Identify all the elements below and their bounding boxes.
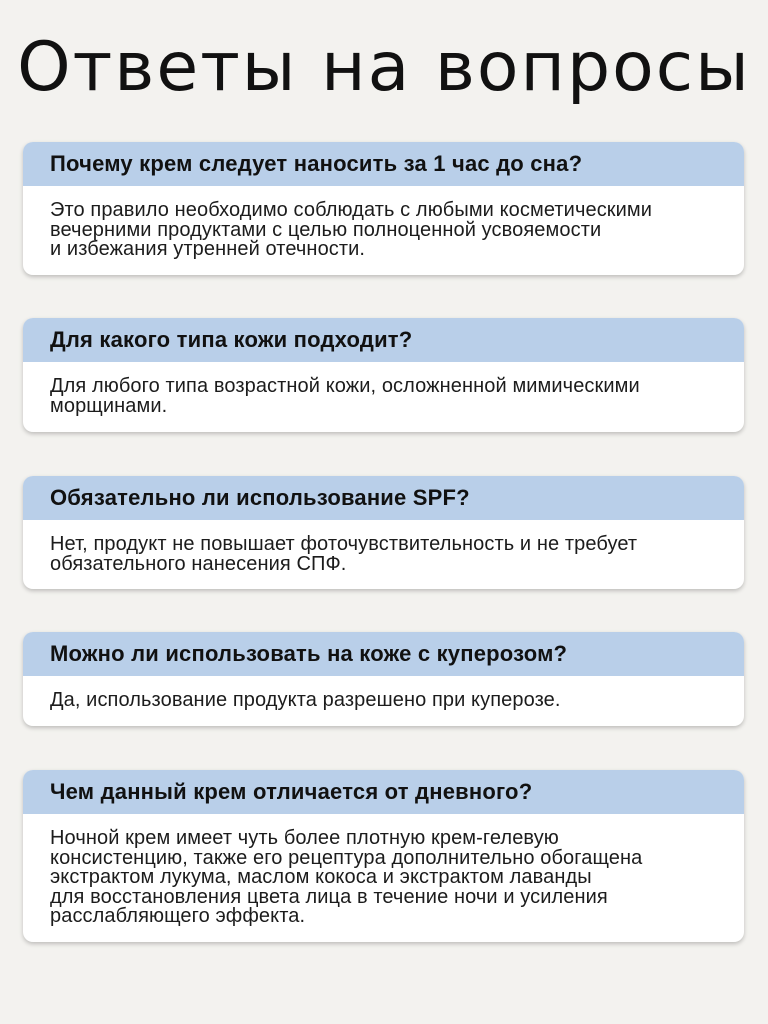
faq-answer	[23, 362, 744, 416]
faq-answer-line: Нет, продукт не повышает фоточувствительность и не требует	[50, 533, 638, 555]
page-title: Ответы на вопросы	[17, 28, 751, 107]
faq-card-day-vs-night	[23, 770, 744, 942]
faq-answer-line: и избежания утренней отечности.	[50, 238, 366, 260]
faq-card-couperose	[23, 632, 744, 726]
faq-answer-line: Это правило необходимо соблюдать с любыми косметическими	[50, 199, 653, 221]
faq-answer-line: консистенцию, также его рецептура дополнительно обогащена	[50, 846, 643, 869]
faq-question: Для какого типа кожи подходит?	[23, 318, 744, 362]
faq-answer	[23, 814, 744, 927]
faq-question: Чем данный крем отличается от дневного?	[23, 770, 744, 814]
faq-answer-line: Для любого типа возрастной кожи, осложненной мимическими	[50, 375, 640, 397]
faq-answer-line: морщинами.	[50, 394, 168, 417]
faq-answer	[23, 186, 744, 260]
faq-answer	[23, 520, 744, 574]
faq-answer-line: вечерними продуктами с целью полноценной усвояемости	[50, 218, 602, 241]
faq-answer-line: экстрактом лукума, маслом кокоса и экстрактом лаванды	[50, 866, 592, 888]
faq-answer-line: обязательного нанесения СПФ.	[50, 552, 347, 575]
faq-question: Можно ли использовать на коже с куперозом?	[23, 632, 744, 676]
faq-answer-line: для восстановления цвета лица в течение ночи и усиления	[50, 885, 608, 908]
faq-question: Почему крем следует наносить за 1 час до сна?	[23, 142, 744, 186]
faq-answer	[23, 676, 744, 711]
faq-question: Обязательно ли использование SPF?	[23, 476, 744, 520]
faq-card-night-use	[23, 142, 744, 275]
faq-answer-line: расслабляющего эффекта.	[50, 905, 306, 927]
faq-card-spf	[23, 476, 744, 589]
faq-card-skin-type	[23, 318, 744, 432]
faq-answer-line: Да, использование продукта разрешено при куперозе.	[50, 689, 561, 711]
faq-answer-line: Ночной крем имеет чуть более плотную крем-гелевую	[50, 827, 559, 849]
